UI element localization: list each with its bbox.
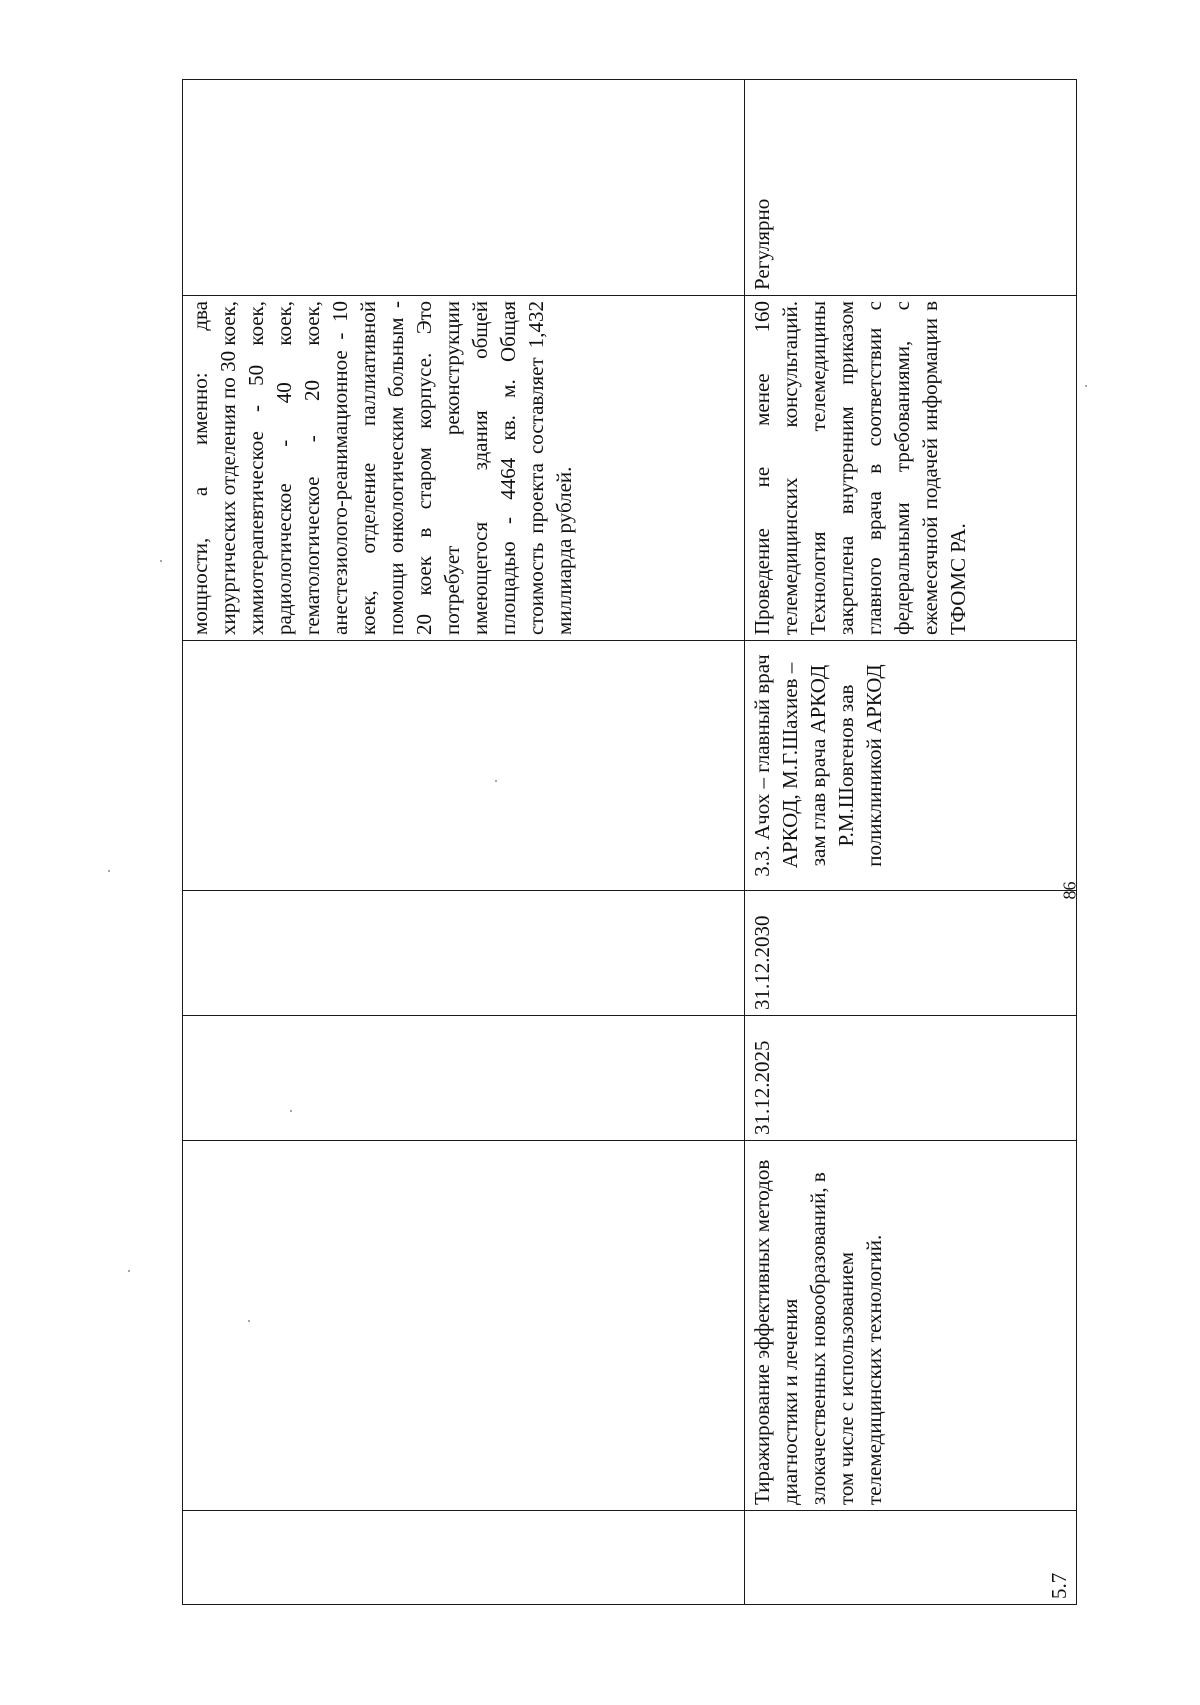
cell-end-date: 31.12.2030 xyxy=(745,891,1077,1016)
scan-speck xyxy=(290,1110,292,1112)
cell-responsible: 3.3. Ачох – главный врач АРКОД, М.Г.Шахиев – зам глав врача АРКОД Р.М.Шовгенов зав поликлиникой АРКОД xyxy=(745,641,1077,891)
cell-periodicity xyxy=(183,80,745,296)
cell-result: Проведение не менее 160 телемедицинских консультаций. Технология телемедицины закреплена внутренним приказом главного врача в соответствии с федеральными требованиями, с ежемесячной подачей информации в ТФОМС РА. xyxy=(745,296,1077,641)
scan-speck xyxy=(108,870,110,872)
cell-responsible xyxy=(183,641,745,891)
cell-num xyxy=(183,1511,745,1605)
cell-num: 5.7 xyxy=(745,1511,1077,1605)
scan-speck xyxy=(1085,385,1087,387)
cell-end-date xyxy=(183,891,745,1016)
cell-start-date: 31.12.2025 xyxy=(745,1016,1077,1141)
cell-result: мощности, а именно: два хирургических отделения по 30 коек, химиотерапевтическое - 50 коек, радиологическое - 40 коек, гематологическое - 20 коек, анестезиолого-реанимационное - 10 коек, отделение паллиативной помощи онкологическим больным - 20 коек в старом корпусе. Это потребует реконструкции имеющегося здания общей площадью - 4464 кв. м. Общая стоимость проекта составляет 1,432 миллиарда рублей. xyxy=(183,296,745,641)
table-row-5-7 xyxy=(745,80,1077,1605)
scan-speck xyxy=(128,1270,130,1272)
table-row-continuation xyxy=(183,80,745,1605)
cell-activity: Тиражирование эффективных методов диагностики и лечения злокачественных новообразований, в том числе с использованием телемедицинских технологий. xyxy=(745,1141,1077,1511)
scan-speck xyxy=(160,560,162,562)
cell-start-date xyxy=(183,1016,745,1141)
page-number: 86 xyxy=(1059,881,1080,900)
scan-speck xyxy=(248,1320,250,1322)
cell-periodicity: Регулярно xyxy=(745,80,1077,296)
plan-table xyxy=(182,79,1077,1605)
scan-speck xyxy=(495,780,497,782)
cell-activity xyxy=(183,1141,745,1511)
